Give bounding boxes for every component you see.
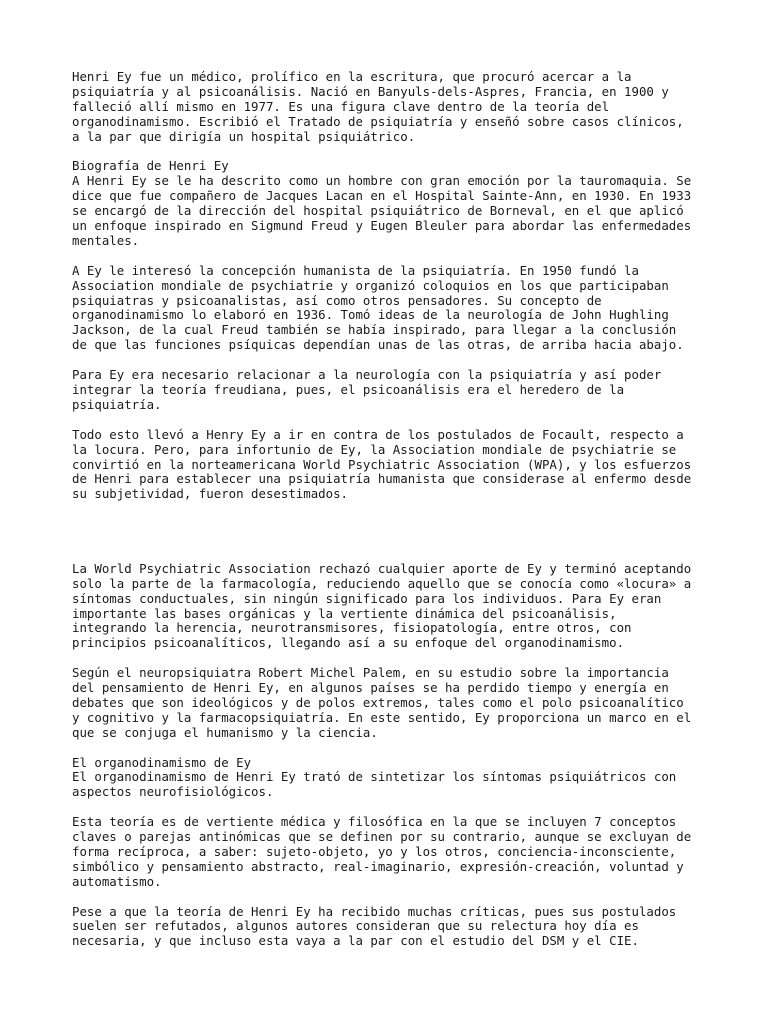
document-body (72, 70, 704, 964)
heading-organodinamismo: El organodinamismo de Ey (72, 754, 252, 770)
heading-biografia: Biografía de Henri Ey (72, 158, 229, 174)
paragraph-focault: Todo esto llevó a Henry Ey a ir en contra de los postulados de Focault, respecto a la locura. Pero, para infortunio de Ey, la Association mondiale de psychiatrie se convirtió en la norteamericana World Psychiatric Association (WPA), y los esfuerzos de Henri para establecer una psiquiatría humanista que considerase al enfermo desde su subjetividad, fueron desestimados. (72, 426, 692, 502)
paragraph-conceptos: Esta teoría es de vertiente médica y filosófica en la que se incluyen 7 conceptos claves o parejas antinómicas que se definen por su contrario, aunque se excluyan de forma recíproca, a saber: sujeto-objeto, yo y los otros, conciencia-inconsciente, simbólico y pensamiento abstracto, real-imaginario, expresión-creación, voluntad y automatismo. (72, 814, 692, 889)
paragraph-biografia: A Henri Ey se le ha descrito como un hombre con gran emoción por la tauromaquia. Se dice que fue compañero de Jacques Lacan en el Hospital Sainte-Ann, en 1930. En 1933 se encargó de la dirección del hospital psiquiátrico de Borneval, en el que aplicó un enfoque inspirado en Sigmund Freud y Eugen Bleuler para abordar las enfermedades mentales. (72, 173, 692, 248)
paragraph-intro: Henri Ey fue un médico, prolífico en la escritura, que procuró acercar a la psiquiatría y al psicoanálisis. Nació en Banyuls-dels-Aspres, Francia, en 1900 y falleció allí mismo en 1977. Es una figura clave dentro de la teoría del organodinamismo. Escribió el Tratado de psiquiatría y enseñó sobre casos clínicos, a la par que dirigía un hospital psiquiátrico. (72, 69, 684, 144)
paragraph-palem: Según el neuropsiquiatra Robert Michel Palem, en su estudio sobre la importancia del pensamiento de Henri Ey, en algunos países se ha perdido tiempo y energía en debates que son ideológicos y de polos extremos, tales como el polo psicoanalítico y cognitivo y la farmacopsiquiatría. En este sentido, Ey proporciona un marco en el que se conjuga el humanismo y la ciencia. (72, 665, 692, 740)
paragraph-organodinamismo: El organodinamismo de Henri Ey trató de sintetizar los síntomas psiquiátricos con aspectos neurofisiológicos. (72, 769, 677, 800)
paragraph-criticas: Pese a que la teoría de Henri Ey ha recibido muchas críticas, pues sus postulados suelen ser refutados, algunos autores consideran que su relectura hoy día es necesaria, y que incluso esta vaya a la par con el estudio del DSM y el CIE. (72, 903, 677, 949)
paragraph-neurologia: Para Ey era necesario relacionar a la neurología con la psiquiatría y así poder integrar la teoría freudiana, pues, el psicoanálisis era el heredero de la psiquiatría. (72, 367, 662, 412)
section-gap (72, 517, 704, 562)
paragraph-wpa: La World Psychiatric Association rechazó cualquier aporte de Ey y terminó aceptando solo la parte de la farmacología, reduciendo aquello que se conocía como «locura» a síntomas conductuales, sin ningún significado para los individuos. Para Ey eran importante las bases orgánicas y la vertiente dinámica del psicoanálisis, integrando la herencia, neurotransmisores, fisiopatología, entre otros, con principios psicoanalíticos, llegando así a su enfoque del organodinamismo. (72, 560, 692, 651)
paragraph-humanismo: A Ey le interesó la concepción humanista de la psiquiatría. En 1950 fundó la Association mondiale de psychiatrie y organizó coloquios en los que participaban psiquiatras y psicoanalistas, así como otros pensadores. Su concepto de organodinamismo lo elaboró en 1936. Tomó ideas de la neurología de John Hughling Jackson, de la cual Freud también se había inspirado, para llegar a la conclusión de que las funciones psíquicas dependían unas de las otras, de arriba hacia abajo. (72, 262, 684, 353)
